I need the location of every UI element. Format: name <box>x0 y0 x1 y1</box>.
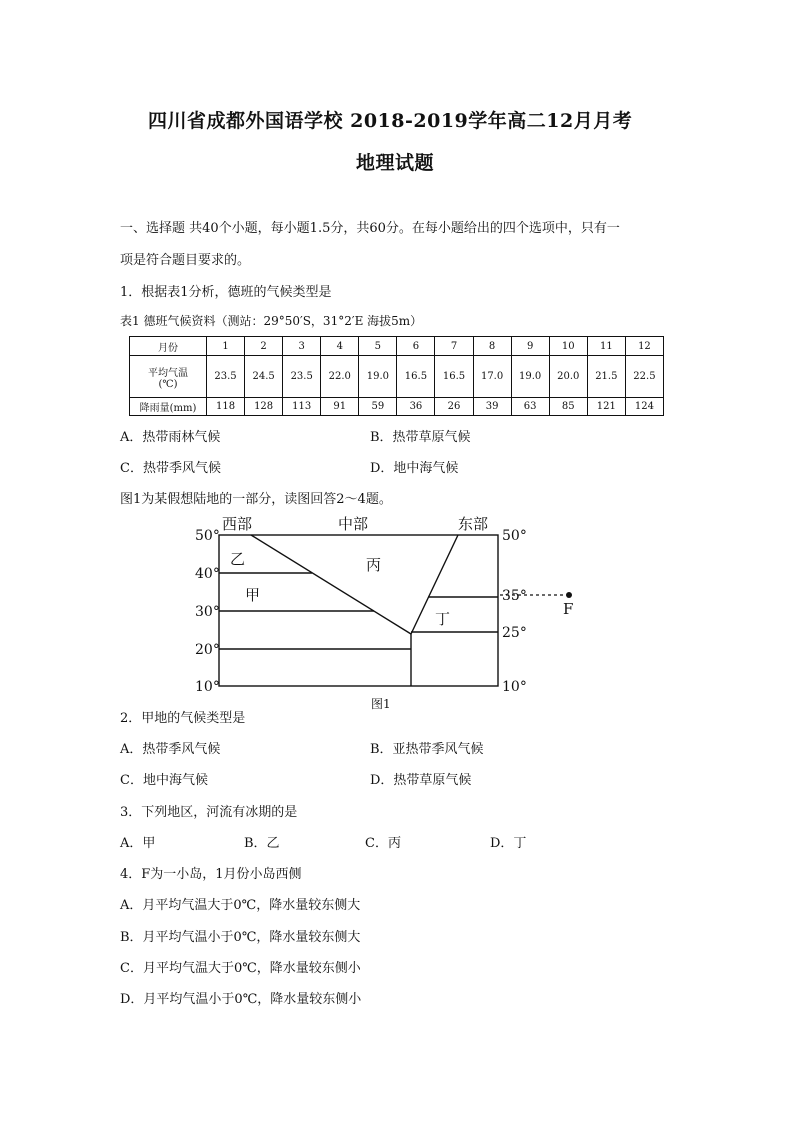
table-cell: 21.5 <box>587 356 625 398</box>
table-cell: 36 <box>397 398 435 416</box>
q1-table-caption: 表1 德班气候资料（测站：29°50′S，31°2′E 海拔5m） <box>120 314 423 328</box>
table-cell: 23.5 <box>207 356 245 398</box>
table-row-precipitation <box>130 398 664 416</box>
table-cell: 17.0 <box>473 356 511 398</box>
region-jia: 甲 <box>245 586 261 604</box>
table-cell: 121 <box>587 398 625 416</box>
table-cell: 39 <box>473 398 511 416</box>
page-title-line1: 四川省成都外国语学校 2018-2019学年高二12月月考 <box>148 110 633 132</box>
q3-stem: 3．下列地区，河流有冰期的是 <box>120 805 298 820</box>
section-intro-line2: 项是符合题目要求的。 <box>120 253 251 268</box>
region-ding: 丁 <box>435 610 451 628</box>
table-cell: 59 <box>359 398 397 416</box>
region-bing: 丙 <box>366 556 382 574</box>
q4-stem: 4．F为一小岛，1月份小岛西侧 <box>120 867 302 882</box>
lat-35: 35° <box>502 588 527 604</box>
q3-option-d[interactable]: D．丁 <box>490 836 527 851</box>
q2-option-c[interactable]: C．地中海气候 <box>120 773 208 788</box>
q1-option-b[interactable]: B．热带草原气候 <box>370 430 471 445</box>
table-cell: 63 <box>511 398 549 416</box>
q4-option-a[interactable]: A．月平均气温大于0℃，降水量较东侧大 <box>120 898 361 913</box>
table-row-months <box>130 337 664 356</box>
table-cell: 91 <box>321 398 359 416</box>
lat-30: 30° <box>195 604 220 620</box>
table-cell: 22.5 <box>625 356 663 398</box>
table-cell: 23.5 <box>283 356 321 398</box>
section-intro-line1: 一、选择题 共40个小题，每小题1.5分，共60分。在每小题给出的四个选项中，只有一 <box>120 221 620 236</box>
q2-option-b[interactable]: B．亚热带季风气候 <box>370 742 484 757</box>
figure-caption: 图1 <box>371 697 391 711</box>
table-cell: 22.0 <box>321 356 359 398</box>
table-cell: 9 <box>511 337 549 356</box>
lat-25: 25° <box>502 625 527 641</box>
figure-1-map <box>190 508 590 716</box>
q1-option-c[interactable]: C．热带季风气候 <box>120 461 221 476</box>
table-cell: 26 <box>435 398 473 416</box>
q1-option-a[interactable]: A．热带雨林气候 <box>120 430 221 445</box>
table-cell: 3 <box>283 337 321 356</box>
table-cell: 16.5 <box>397 356 435 398</box>
page-title-line2: 地理试题 <box>356 152 435 174</box>
table-cell: 24.5 <box>245 356 283 398</box>
table-cell: 124 <box>625 398 663 416</box>
lat-40: 40° <box>195 566 220 582</box>
figure-intro: 图1为某假想陆地的一部分，读图回答2～4题。 <box>120 492 392 507</box>
table-cell: 19.0 <box>359 356 397 398</box>
lat-50-left: 50° <box>195 528 220 544</box>
q4-option-d[interactable]: D．月平均气温小于0℃，降水量较东侧小 <box>120 992 362 1007</box>
lat-10-left: 10° <box>195 679 220 695</box>
lat-50-right: 50° <box>502 528 527 544</box>
table-cell: 128 <box>245 398 283 416</box>
table-cell: 20.0 <box>549 356 587 398</box>
table-cell: 19.0 <box>511 356 549 398</box>
table-cell: 4 <box>321 337 359 356</box>
table-cell: 118 <box>207 398 245 416</box>
table-cell: 16.5 <box>435 356 473 398</box>
q1-stem: 1．根据表1分析，德班的气候类型是 <box>120 285 332 300</box>
boundary-diagonal-west <box>251 535 411 634</box>
lat-20: 20° <box>195 642 220 658</box>
table-cell: 11 <box>587 337 625 356</box>
point-f: F <box>563 600 574 618</box>
table-cell: 2 <box>245 337 283 356</box>
table-cell: 8 <box>473 337 511 356</box>
table-row-temperature <box>130 356 664 398</box>
island-f-dot <box>566 592 572 598</box>
table-header-temperature <box>130 356 207 398</box>
table-cell: 85 <box>549 398 587 416</box>
table-cell: 7 <box>435 337 473 356</box>
temp-label-line1: 平均气温 <box>148 367 188 379</box>
region-yi: 乙 <box>230 550 246 568</box>
table-cell: 12 <box>625 337 663 356</box>
q3-option-b[interactable]: B．乙 <box>244 836 280 851</box>
label-west: 西部 <box>222 515 253 533</box>
q4-option-c[interactable]: C．月平均气温大于0℃，降水量较东侧小 <box>120 961 361 976</box>
q2-option-a[interactable]: A．热带季风气候 <box>120 742 221 757</box>
table-cell: 6 <box>397 337 435 356</box>
climate-table <box>129 336 664 416</box>
label-middle: 中部 <box>338 515 369 533</box>
label-east: 东部 <box>458 515 489 533</box>
table-cell: 10 <box>549 337 587 356</box>
q2-option-d[interactable]: D．热带草原气候 <box>370 773 472 788</box>
table-cell: 5 <box>359 337 397 356</box>
table-header-precipitation: 降雨量(mm) <box>130 398 207 416</box>
temp-label-line2: (℃) <box>158 378 178 390</box>
table-cell: 1 <box>207 337 245 356</box>
q4-option-b[interactable]: B．月平均气温小于0℃，降水量较东侧大 <box>120 930 361 945</box>
q3-option-c[interactable]: C．丙 <box>365 836 401 851</box>
q1-option-d[interactable]: D．地中海气候 <box>370 461 459 476</box>
table-header-month: 月份 <box>130 337 207 356</box>
q3-option-a[interactable]: A．甲 <box>120 836 156 851</box>
lat-10-right: 10° <box>502 679 527 695</box>
q2-stem: 2．甲地的气候类型是 <box>120 711 246 726</box>
table-cell: 113 <box>283 398 321 416</box>
